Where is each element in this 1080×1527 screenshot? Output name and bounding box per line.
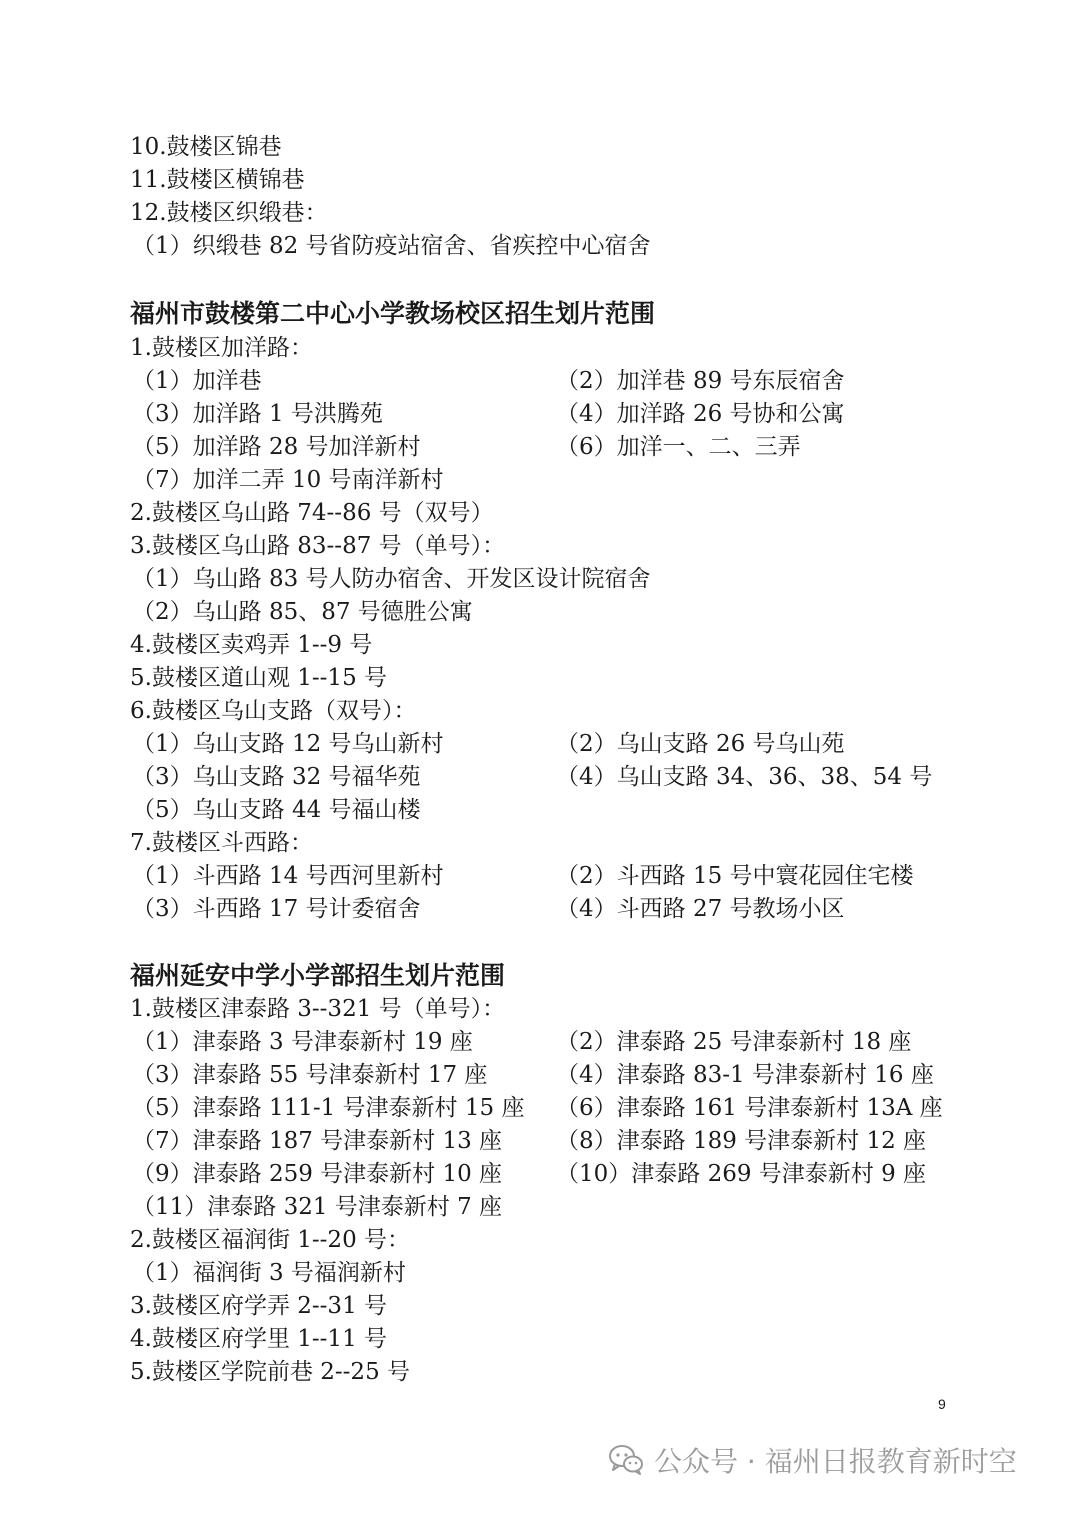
- sub-item: （1）津泰路 3 号津泰新村 19 座: [132, 1029, 473, 1055]
- sub-item: （5）津泰路 111-1 号津泰新村 15 座: [132, 1095, 525, 1121]
- list-item: 11.鼓楼区横锦巷: [130, 167, 305, 193]
- section-title: 福州市鼓楼第二中心小学教场校区招生划片范围: [130, 299, 656, 328]
- sub-item: （10）津泰路 269 号津泰新村 9 座: [556, 1161, 927, 1187]
- section-title: 福州延安中学小学部招生划片范围: [130, 961, 506, 990]
- sub-item: （3）加洋路 1 号洪腾苑: [132, 401, 383, 427]
- sub-item: （4）加洋路 26 号协和公寓: [556, 401, 845, 427]
- list-item: 2.鼓楼区乌山路 74--86 号（双号）: [130, 500, 494, 526]
- list-item: 4.鼓楼区卖鸡弄 1--9 号: [130, 632, 373, 658]
- sub-item: （4）津泰路 83-1 号津泰新村 16 座: [556, 1062, 934, 1088]
- wechat-icon: [608, 1444, 644, 1476]
- list-item: 3.鼓楼区府学弄 2--31 号: [130, 1293, 388, 1319]
- sub-item: （2）加洋巷 89 号东辰宿舍: [556, 368, 845, 394]
- list-item: 2.鼓楼区福润街 1--20 号：: [130, 1227, 411, 1253]
- list-item: 4.鼓楼区府学里 1--11 号: [130, 1326, 388, 1352]
- sub-item: （9）津泰路 259 号津泰新村 10 座: [132, 1161, 503, 1187]
- sub-item: （11）津泰路 321 号津泰新村 7 座: [132, 1194, 503, 1220]
- sub-item: （2）乌山路 85、87 号德胜公寓: [132, 599, 473, 625]
- list-item: 12.鼓楼区织缎巷：: [130, 200, 328, 226]
- sub-item: （2）斗西路 15 号中寰花园住宅楼: [556, 863, 914, 889]
- sub-item: （8）津泰路 189 号津泰新村 12 座: [556, 1128, 927, 1154]
- sub-item: （3）乌山支路 32 号福华苑: [132, 764, 421, 790]
- sub-item: （1）乌山路 83 号人防办宿舍、开发区设计院宿舍: [132, 566, 651, 592]
- list-item: 5.鼓楼区学院前巷 2--25 号: [130, 1359, 411, 1385]
- sub-item: （7）加洋二弄 10 号南洋新村: [132, 467, 444, 493]
- sub-item: （7）津泰路 187 号津泰新村 13 座: [132, 1128, 503, 1154]
- sub-item: （1）织缎巷 82 号省防疫站宿舍、省疾控中心宿舍: [132, 233, 651, 259]
- list-item: 5.鼓楼区道山观 1--15 号: [130, 665, 388, 691]
- sub-item: （1）斗西路 14 号西河里新村: [132, 863, 444, 889]
- sub-item: （3）斗西路 17 号计委宿舍: [132, 896, 421, 922]
- sub-item: （5）乌山支路 44 号福山楼: [132, 797, 421, 823]
- watermark-text: 公众号 · 福州日报教育新时空: [654, 1445, 1017, 1478]
- list-item: 6.鼓楼区乌山支路（双号）：: [130, 698, 417, 724]
- sub-item: （1）福润街 3 号福润新村: [132, 1260, 406, 1286]
- list-item: 3.鼓楼区乌山路 83--87 号（单号）：: [130, 533, 506, 559]
- page-number: 9: [938, 1396, 946, 1412]
- sub-item: （4）乌山支路 34、36、38、54 号: [556, 764, 933, 790]
- sub-item: （5）加洋路 28 号加洋新村: [132, 434, 421, 460]
- list-item: 10.鼓楼区锦巷: [130, 134, 282, 160]
- sub-item: （6）津泰路 161 号津泰新村 13A 座: [556, 1095, 943, 1121]
- sub-item: （1）乌山支路 12 号乌山新村: [132, 731, 444, 757]
- sub-item: （6）加洋一、二、三弄: [556, 434, 801, 460]
- sub-item: （2）津泰路 25 号津泰新村 18 座: [556, 1029, 912, 1055]
- list-item: 7.鼓楼区斗西路：: [130, 830, 313, 856]
- watermark: [608, 1440, 1017, 1480]
- sub-item: （4）斗西路 27 号教场小区: [556, 896, 845, 922]
- list-item: 1.鼓楼区加洋路：: [130, 335, 313, 361]
- list-item: 1.鼓楼区津泰路 3--321 号（单号）：: [130, 996, 506, 1022]
- sub-item: （3）津泰路 55 号津泰新村 17 座: [132, 1062, 488, 1088]
- sub-item: （1）加洋巷: [132, 368, 262, 394]
- sub-item: （2）乌山支路 26 号乌山苑: [556, 731, 845, 757]
